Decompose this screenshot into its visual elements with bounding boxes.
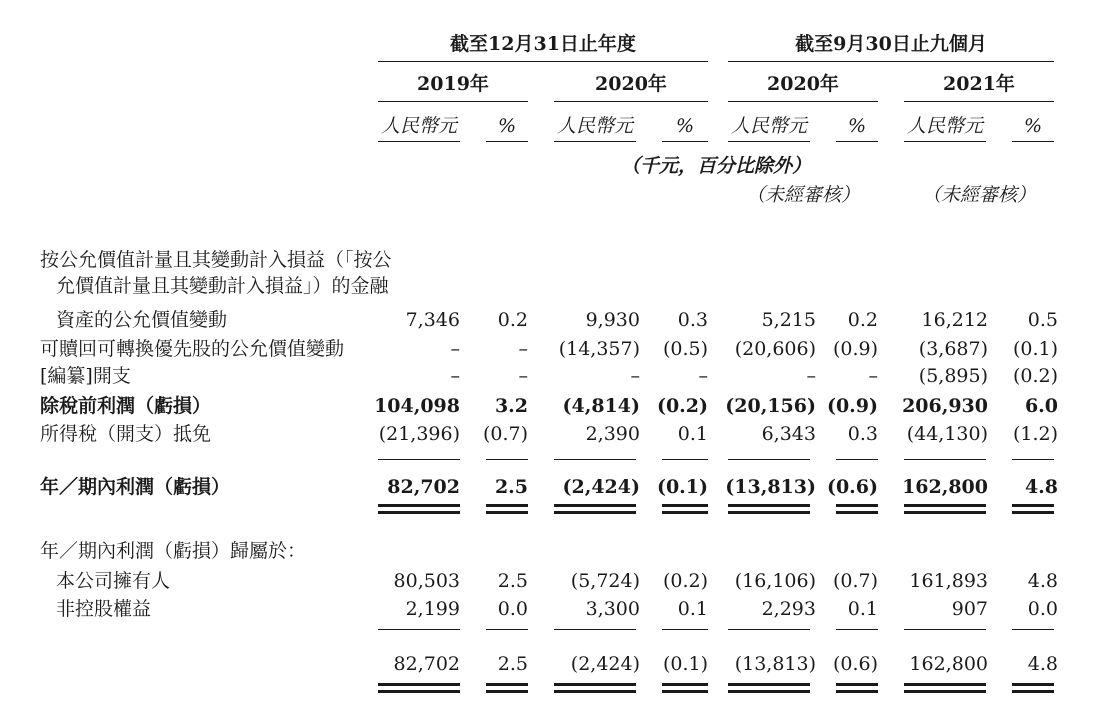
unit-rule	[1012, 141, 1054, 142]
period-header-year: 截至12月31日止年度	[450, 33, 636, 55]
subtotal-rule	[728, 459, 810, 460]
double-total-rule	[378, 690, 460, 693]
amount-cell: (14,357)	[558, 338, 640, 360]
amount-cell: 7,346	[405, 309, 460, 331]
amount-cell: (2,424)	[562, 476, 640, 498]
amount-cell: –	[806, 365, 816, 387]
amount-cell: 6,343	[761, 423, 816, 445]
double-total-rule	[662, 683, 708, 686]
subtotal-rule	[378, 629, 460, 630]
amount-cell: 82,702	[393, 653, 460, 675]
amount-cell: (44,130)	[906, 423, 988, 445]
unit-rule	[836, 141, 878, 142]
row-label: 非控股權益	[56, 598, 152, 620]
amount-cell: (13,813)	[734, 653, 816, 675]
double-total-rule	[486, 504, 528, 507]
row-label: 年／期內利潤（虧損）	[40, 476, 231, 498]
percent-cell: 0.3	[677, 309, 708, 331]
subtotal-rule	[378, 459, 460, 460]
amount-cell: 162,800	[902, 476, 988, 498]
unit-rule	[904, 141, 986, 142]
amount-cell: 9,930	[585, 309, 640, 331]
double-total-rule	[378, 511, 460, 514]
percent-cell: 0.1	[677, 598, 708, 620]
amount-cell: 2,293	[761, 598, 816, 620]
amount-cell: (2,424)	[570, 653, 640, 675]
percent-cell: 6.0	[1024, 395, 1058, 417]
row-label: 所得稅（開支）抵免	[40, 423, 212, 445]
unit-pct: %	[847, 115, 867, 137]
percent-cell: (0.9)	[832, 338, 878, 360]
amount-cell: 2,199	[405, 598, 460, 620]
subtotal-rule	[486, 629, 528, 630]
header-rule	[728, 61, 1054, 62]
percent-cell: –	[518, 365, 528, 387]
double-total-rule	[486, 690, 528, 693]
double-total-rule	[662, 690, 708, 693]
subtotal-rule	[554, 629, 636, 630]
units-note: （千元，百分比除外）	[620, 155, 811, 177]
amount-cell: 907	[951, 598, 988, 620]
subtotal-rule	[728, 629, 810, 630]
percent-cell: 0.0	[497, 598, 528, 620]
percent-cell: (0.1)	[1012, 338, 1058, 360]
double-total-rule	[836, 690, 878, 693]
header-rule	[728, 101, 878, 102]
subtotal-rule	[836, 459, 878, 460]
row-label: [編纂]開支	[40, 365, 131, 387]
percent-cell: –	[698, 365, 708, 387]
subtotal-rule	[554, 459, 636, 460]
double-total-rule	[378, 504, 460, 507]
percent-cell: 4.8	[1027, 570, 1058, 592]
year-header: 2019年	[417, 73, 489, 95]
double-total-rule	[836, 504, 878, 507]
amount-cell: (20,606)	[734, 338, 816, 360]
percent-cell: 0.3	[847, 423, 878, 445]
double-total-rule	[486, 511, 528, 514]
amount-cell: (21,396)	[378, 423, 460, 445]
amount-cell: 82,702	[387, 476, 460, 498]
amount-cell: (5,724)	[570, 570, 640, 592]
double-total-rule	[662, 504, 708, 507]
amount-cell: 104,098	[374, 395, 460, 417]
percent-cell: 3.2	[494, 395, 528, 417]
amount-cell: –	[630, 365, 640, 387]
percent-cell: (0.1)	[662, 653, 708, 675]
percent-cell: (0.7)	[482, 423, 528, 445]
double-total-rule	[554, 690, 636, 693]
header-rule	[554, 101, 708, 102]
unaudited-note: （未經審核）	[745, 184, 860, 206]
row-label: 允價值計量且其變動計入損益」）的金融	[56, 275, 389, 297]
amount-cell: (13,813)	[725, 476, 816, 498]
percent-cell: (0.1)	[656, 476, 708, 498]
subtotal-rule	[904, 629, 986, 630]
subtotal-rule	[836, 629, 878, 630]
subtotal-rule	[662, 459, 708, 460]
year-header: 2020年	[767, 73, 839, 95]
double-total-rule	[728, 511, 810, 514]
amount-cell: 3,300	[585, 598, 640, 620]
unit-rmb: 人民幣元	[906, 115, 983, 137]
double-total-rule	[904, 504, 986, 507]
unit-pct: %	[675, 115, 695, 137]
percent-cell: 0.5	[1027, 309, 1058, 331]
unit-rule	[728, 141, 810, 142]
percent-cell: (0.9)	[826, 395, 878, 417]
double-total-rule	[836, 511, 878, 514]
amount-cell: (4,814)	[562, 395, 640, 417]
double-total-rule	[1012, 511, 1054, 514]
percent-cell: 4.8	[1027, 653, 1058, 675]
header-rule	[378, 101, 528, 102]
year-header: 2020年	[595, 73, 667, 95]
header-rule	[904, 101, 1054, 102]
subtotal-rule	[1012, 629, 1054, 630]
percent-cell: (0.2)	[656, 395, 708, 417]
double-total-rule	[1012, 683, 1054, 686]
double-total-rule	[728, 504, 810, 507]
percent-cell: 0.2	[847, 309, 878, 331]
double-total-rule	[1012, 690, 1054, 693]
amount-cell: (5,895)	[918, 365, 988, 387]
double-total-rule	[904, 683, 986, 686]
percent-cell: (0.5)	[662, 338, 708, 360]
percent-cell: 2.5	[497, 653, 528, 675]
row-label: 除稅前利潤（虧損）	[40, 395, 212, 417]
unit-rule	[378, 141, 460, 142]
amount-cell: (3,687)	[918, 338, 988, 360]
double-total-rule	[836, 683, 878, 686]
double-total-rule	[904, 690, 986, 693]
double-total-rule	[904, 511, 986, 514]
amount-cell: 206,930	[902, 395, 988, 417]
amount-cell: 2,390	[585, 423, 640, 445]
percent-cell: –	[868, 365, 878, 387]
unit-rmb: 人民幣元	[556, 115, 633, 137]
row-label: 本公司擁有人	[56, 570, 171, 592]
percent-cell: 0.1	[677, 423, 708, 445]
double-total-rule	[378, 683, 460, 686]
unit-rmb: 人民幣元	[380, 115, 457, 137]
unit-rule	[554, 141, 636, 142]
row-label: 資產的公允價值變動	[56, 309, 228, 331]
percent-cell: (0.2)	[1012, 365, 1058, 387]
double-total-rule	[486, 683, 528, 686]
row-label: 年／期內利潤（虧損）歸屬於：	[40, 540, 307, 562]
double-total-rule	[554, 504, 636, 507]
subtotal-rule	[1012, 459, 1054, 460]
percent-cell: (0.6)	[832, 653, 878, 675]
amount-cell: –	[450, 365, 460, 387]
amount-cell: 162,800	[909, 653, 988, 675]
amount-cell: 5,215	[761, 309, 816, 331]
double-total-rule	[554, 511, 636, 514]
amount-cell: –	[450, 338, 460, 360]
amount-cell: (16,106)	[734, 570, 816, 592]
percent-cell: (0.7)	[832, 570, 878, 592]
percent-cell: 0.1	[847, 598, 878, 620]
amount-cell: 16,212	[921, 309, 988, 331]
header-rule	[378, 61, 708, 62]
row-label: 按公允價值計量且其變動計入損益（「按公	[40, 249, 392, 271]
percent-cell: 0.0	[1027, 598, 1058, 620]
subtotal-rule	[486, 459, 528, 460]
percent-cell: 2.5	[497, 570, 528, 592]
double-total-rule	[554, 683, 636, 686]
double-total-rule	[1012, 504, 1054, 507]
unaudited-note: （未經審核）	[921, 184, 1036, 206]
period-header-nine-months: 截至9月30日止九個月	[795, 33, 987, 55]
amount-cell: 80,503	[393, 570, 460, 592]
percent-cell: 2.5	[494, 476, 528, 498]
subtotal-rule	[662, 629, 708, 630]
percent-cell: (0.6)	[826, 476, 878, 498]
unit-rule	[486, 141, 528, 142]
percent-cell: 4.8	[1024, 476, 1058, 498]
unit-pct: %	[497, 115, 517, 137]
double-total-rule	[662, 511, 708, 514]
double-total-rule	[728, 690, 810, 693]
unit-rmb: 人民幣元	[730, 115, 807, 137]
row-label: 可贖回可轉換優先股的公允價值變動	[40, 338, 345, 360]
double-total-rule	[728, 683, 810, 686]
subtotal-rule	[904, 459, 986, 460]
amount-cell: (20,156)	[725, 395, 816, 417]
percent-cell: (0.2)	[662, 570, 708, 592]
amount-cell: 161,893	[909, 570, 988, 592]
year-header: 2021年	[943, 73, 1015, 95]
percent-cell: 0.2	[497, 309, 528, 331]
percent-cell: –	[518, 338, 528, 360]
unit-rule	[662, 141, 708, 142]
percent-cell: (1.2)	[1012, 423, 1058, 445]
unit-pct: %	[1023, 115, 1043, 137]
